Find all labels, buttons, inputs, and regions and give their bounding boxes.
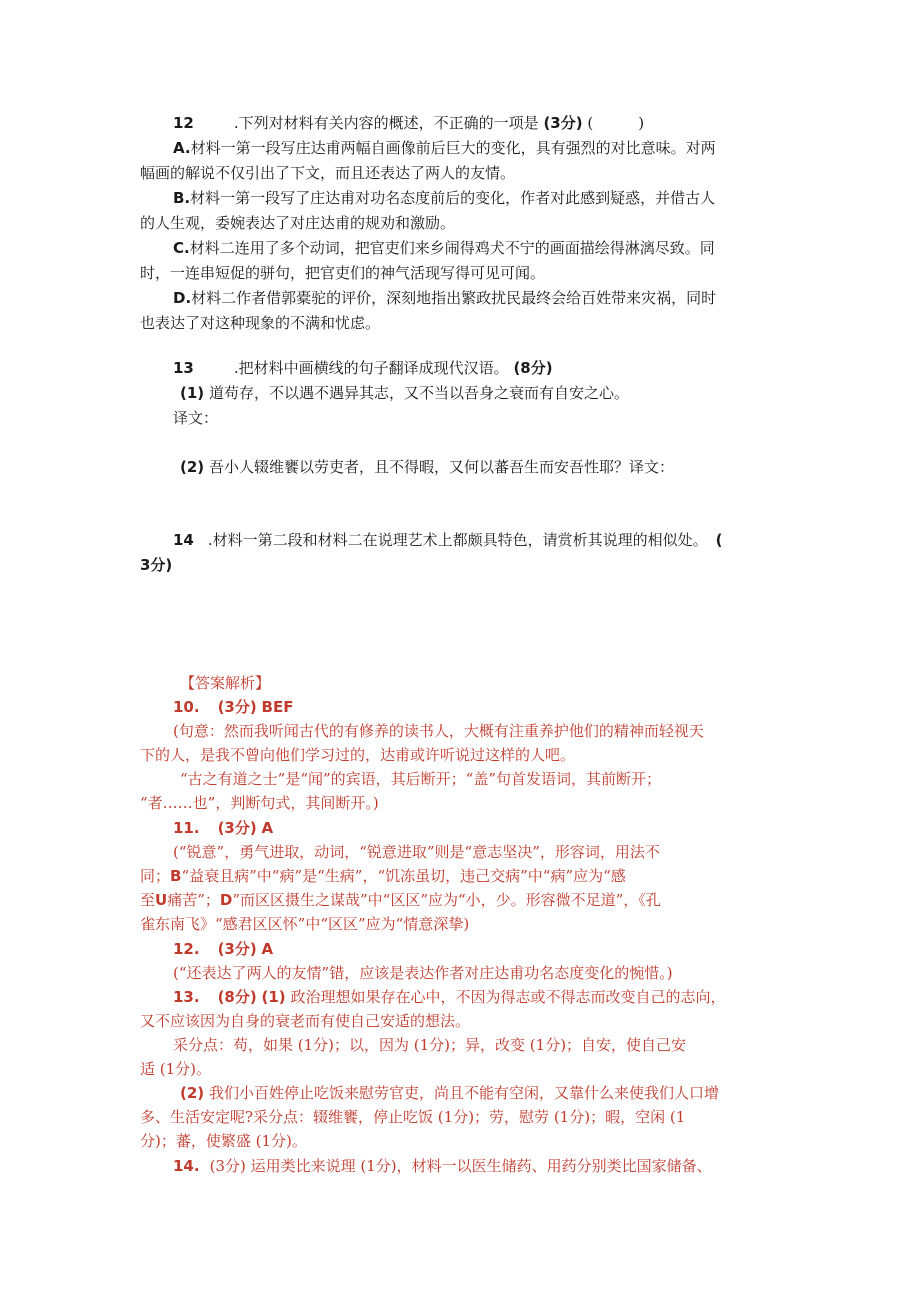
- a10-line-3: “古之有道之士”是“闻”的宾语，其后断开；“盖”句首发语词，其前断开；: [180, 770, 662, 788]
- q13-sentence-2: [180, 457, 674, 477]
- a13-number: 13.: [173, 988, 200, 1006]
- q13-translation-1: 译文：: [173, 409, 219, 427]
- q13-s1-label: (1): [180, 384, 205, 402]
- a10-line-4: “者……也”，判断句式，其间断开。): [140, 794, 379, 812]
- a13-line-7: 分)；蕃，使繁盛 (1分)。: [140, 1132, 307, 1150]
- a11-line-3e: ”而区区摄生之谋哉”中“区区”应为“小，少。形容微不足道”，《孔: [232, 891, 661, 909]
- q14-score-open: (: [715, 531, 723, 549]
- q12-option-c: [173, 238, 715, 258]
- a11-line-1: (“锐意”，勇气进取，动词，“锐意进取”则是“意志坚决”，形容词，用法不: [173, 843, 660, 861]
- answer-14-header: [173, 1156, 712, 1176]
- a11-line-3c: 痛苦”；: [167, 891, 220, 909]
- q12-c-text-2: 时，一连串短促的骈句，把官吏们的神气活现写得可见可闻。: [140, 264, 546, 282]
- a10-score: (3分): [217, 698, 257, 716]
- q12-number: 12: [173, 114, 194, 132]
- a11-score: (3分): [217, 819, 257, 837]
- q12-b-text-2: 的人生观，委婉表达了对庄达甫的规劝和激励。: [140, 214, 456, 232]
- q12-score: (3分): [543, 114, 583, 132]
- a13-line-6: 多、生活安定呢?采分点：辍维饔，停止吃饭 (1分)；劳，慰劳 (1分)；暇，空闲 (1: [140, 1108, 686, 1126]
- q12-a-label: A.: [173, 139, 191, 157]
- q14-text: .材料一第二段和材料二在说理艺术上都颇具特色，请赏析其说理的相似处。: [207, 531, 708, 549]
- q12-a-text-2: 幅画的解说不仅引出了下文，而且还表达了两人的友情。: [140, 164, 516, 182]
- q12-stem: [173, 113, 644, 133]
- a13-s1-label: (1): [261, 988, 286, 1006]
- a11-number: 11.: [173, 819, 200, 837]
- a13-s2-label: (2): [180, 1084, 205, 1102]
- a13-score: (8分): [217, 988, 257, 1006]
- q13-s2-text: 吾小人辍维饔以劳吏者，且不得暇，又何以蕃吾生而安吾性耶？译文：: [208, 458, 674, 476]
- a11-line-2c: “益衰且病”中“病”是“生病”，“饥冻虽切，违己交病”中“病”应为“感: [181, 867, 626, 885]
- q14-stem: [173, 530, 723, 550]
- a13-line-1: 政治理想如果存在心中，不因为得志或不得志而改变自己的志向，: [290, 988, 726, 1006]
- a13-line-4: 适 (1分)。: [140, 1060, 212, 1078]
- a11-line-3d: D: [219, 891, 233, 909]
- q12-b-text-1: 材料一第一段写了庄达甫对功名态度前后的变化，作者对此感到疑惑，并借古人: [190, 189, 716, 207]
- a10-line-2: 下的人，是我不曾向他们学习过的，达甫或许听说过这样的人吧。: [140, 746, 576, 764]
- q12-option-d: [173, 288, 716, 308]
- a14-line-1: (3分) 运用类比来说理 (1分)，材料一以医生储药、用药分别类比国家储备、: [209, 1157, 712, 1175]
- q12-option-b: [173, 188, 715, 208]
- q13-number: 13: [173, 359, 194, 377]
- a12-number: 12.: [173, 940, 200, 958]
- q12-c-label: C.: [173, 239, 190, 257]
- answer-11-header: [173, 818, 273, 838]
- q12-c-text-1: 材料二连用了多个动词，把官吏们来乡闹得鸡犬不宁的画面描绘得淋漓尽致。同: [189, 239, 715, 257]
- q13-score: (8分): [513, 359, 553, 377]
- a13-line-3: 采分点：苟，如果 (1分)；以，因为 (1分)；异，改变 (1分)；自安，使自己安: [173, 1036, 687, 1054]
- q13-text: .把材料中画横线的句子翻译成现代汉语。: [233, 359, 509, 377]
- q13-sentence-1: [180, 383, 629, 403]
- q12-b-label: B.: [173, 189, 191, 207]
- answer-10-header: [173, 697, 293, 717]
- a11-line-2: [140, 866, 626, 886]
- a14-number: 14.: [173, 1157, 200, 1175]
- a10-answer: BEF: [261, 698, 294, 716]
- q12-blank: ( ): [587, 114, 645, 132]
- a11-line-3: [140, 890, 661, 910]
- q13-stem: [173, 358, 553, 378]
- q12-option-a: [173, 138, 716, 158]
- a11-line-3a: 至: [140, 891, 156, 909]
- answer-13-header: [173, 987, 725, 1007]
- a11-line-4: 雀东南飞》“感君区区怀”中“区区”应为“情意深挚): [140, 915, 470, 933]
- a13-sentence-2: [180, 1083, 719, 1103]
- a11-answer: A: [261, 819, 274, 837]
- answer-12-header: [173, 939, 273, 959]
- q12-d-text-2: 也表达了对这种现象的不满和忧虑。: [140, 314, 381, 332]
- a11-line-2a: 同；: [140, 867, 171, 885]
- q12-d-text-1: 材料二作者借郭橐驼的评价，深刻地指出繁政扰民最终会给百姓带来灾祸，同时: [191, 289, 717, 307]
- answer-heading: 【答案解析】: [180, 674, 271, 692]
- a12-line-1: (“还表达了两人的友情”错，应该是表达作者对庄达甫功名态度变化的惋惜。): [173, 964, 673, 982]
- a13-line-2: 又不应该因为自身的衰老而有使自己安适的想法。: [140, 1012, 471, 1030]
- a13-line-5: 我们小百姓停止吃饭来慰劳官吏，尚且不能有空闲，又靠什么来使我们人口增: [208, 1084, 719, 1102]
- q12-d-label: D.: [173, 289, 192, 307]
- q13-s1-text: 道苟存，不以遇不遇异其志，又不当以吾身之衰而有自安之心。: [208, 384, 629, 402]
- a10-number: 10.: [173, 698, 200, 716]
- a10-line-1: (句意：然而我听闻古代的有修养的读书人，大概有注重养护他们的精神而轻视天: [173, 722, 704, 740]
- a11-line-3b: U: [155, 891, 168, 909]
- a11-line-2b: B: [170, 867, 182, 885]
- a12-score: (3分): [217, 940, 257, 958]
- a12-answer: A: [261, 940, 274, 958]
- q12-text: .下列对材料有关内容的概述，不正确的一项是: [233, 114, 539, 132]
- q14-number: 14: [173, 531, 194, 549]
- q14-score-close: 3分): [140, 556, 173, 574]
- q12-a-text-1: 材料一第一段写庄达甫两幅自画像前后巨大的变化，具有强烈的对比意味。对两: [190, 139, 716, 157]
- q13-s2-label: (2): [180, 458, 205, 476]
